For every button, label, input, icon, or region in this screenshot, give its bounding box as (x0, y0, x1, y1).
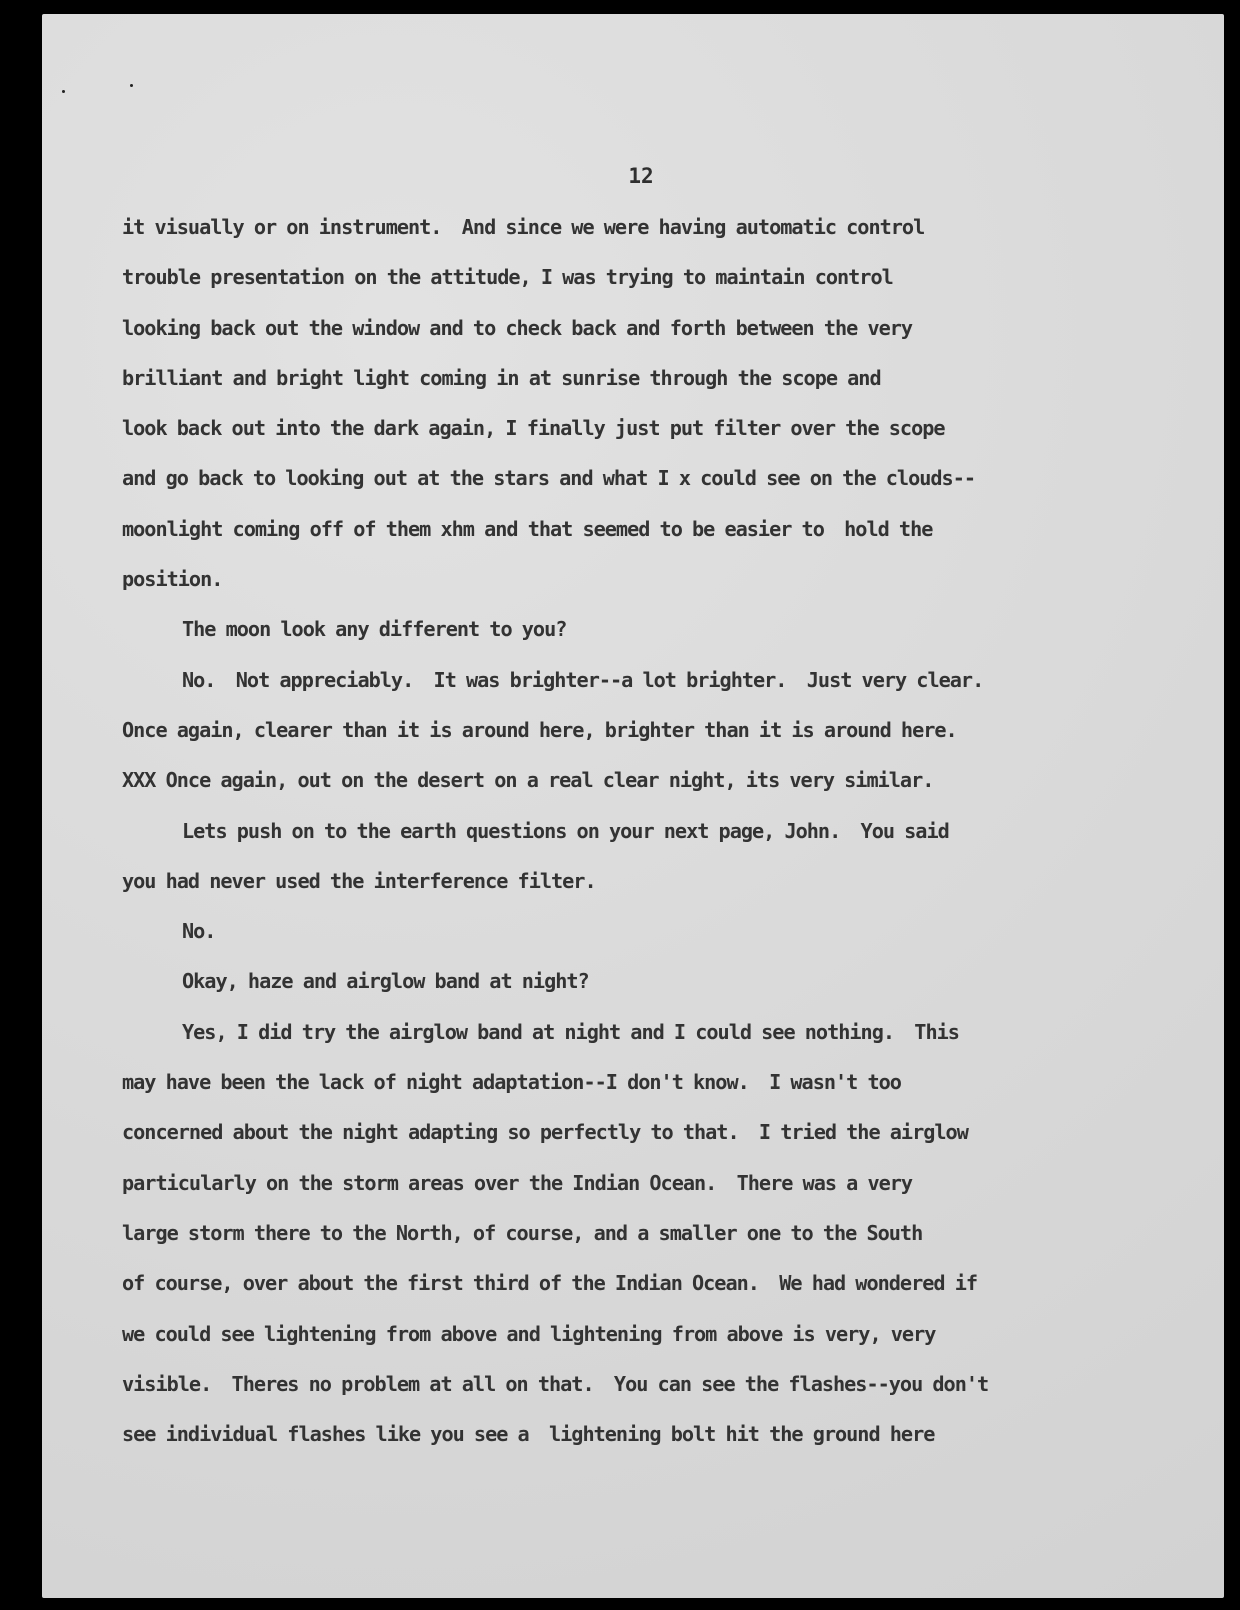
text-line: No. (182, 919, 216, 944)
text-line: large storm there to the North, of course, and a smaller one to the South (122, 1220, 923, 1245)
text-line: XXX Once again, out on the desert on a real clear night, its very similar. (122, 768, 934, 793)
text-line: brilliant and bright light coming in at sunrise through the scope and (122, 365, 881, 390)
text-line: and go back to looking out at the stars and what I x could see on the clouds-- (122, 466, 976, 491)
text-line: Once again, clearer than it is around here, brighter than it is around here. (122, 717, 957, 742)
text-line: may have been the lack of night adaptation--I don't know. I wasn't too (122, 1070, 901, 1095)
text-line: moonlight coming off of them xhm and that seemed to be easier to hold the (122, 516, 933, 541)
text-line: Okay, haze and airglow band at night? (182, 969, 589, 994)
text-line: concerned about the night adapting so perfectly to that. I tried the airglow (122, 1120, 968, 1145)
text-line: looking back out the window and to check back and forth between the very (122, 315, 913, 340)
text-line: Yes, I did try the airglow band at night and I could see nothing. This (182, 1019, 959, 1044)
text-line: visible. Theres no problem at all on that. You can see the flashes--you don't (122, 1371, 989, 1396)
text-line: The moon look any different to you? (182, 617, 567, 642)
ink-speck (130, 84, 133, 87)
body-text (122, 212, 1202, 1469)
text-line: it visually or on instrument. And since we were having automatic control (122, 215, 925, 239)
page-number: 12 (628, 164, 654, 188)
document-page (42, 14, 1224, 1598)
text-line: look back out into the dark again, I finally just put filter over the scope (122, 416, 945, 441)
text-line: we could see lightening from above and lightening from above is very, very (122, 1321, 936, 1346)
text-line: particularly on the storm areas over the Indian Ocean. There was a very (122, 1170, 913, 1195)
text-line: of course, over about the first third of the Indian Ocean. We had wondered if (122, 1271, 978, 1296)
text-line: see individual flashes like you see a lightening bolt hit the ground here (122, 1422, 935, 1447)
text-line: you had never used the interference filter. (122, 868, 596, 893)
text-line: position. (122, 567, 223, 592)
text-line: Lets push on to the earth questions on your next page, John. You said (182, 818, 949, 843)
ink-speck (62, 90, 65, 93)
text-line: trouble presentation on the attitude, I was trying to maintain control (122, 265, 893, 290)
text-line: No. Not appreciably. It was brighter--a lot brighter. Just very clear. (182, 667, 984, 692)
